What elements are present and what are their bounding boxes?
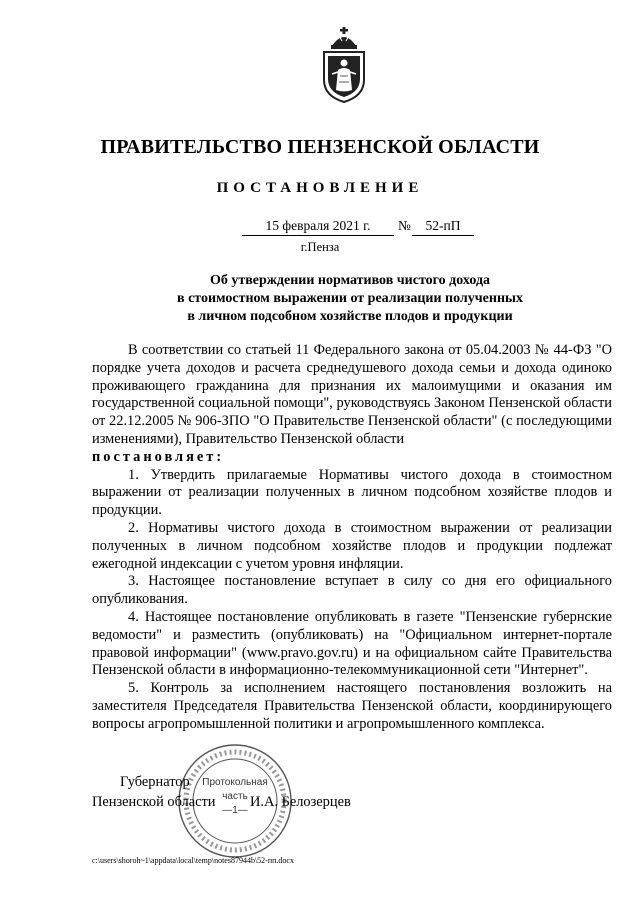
heading-line: в личном подсобном хозяйстве плодов и продукции [187,309,513,324]
item-2: 2. Нормативы чистого дохода в стоимостном выражении от реализации полученных в личном подсобном хозяйстве плодов и продукции подлежат ежегодной индексации с учетом уровня инфляции. [92,519,612,572]
stamp-line: Протокольная [202,777,268,788]
item-1: 1. Утвердить прилагаемые Нормативы чистого дохода в стоимостном выражении от реализации полученных в личном подсобном хозяйстве плодов и продукции. [92,466,612,519]
stamp-line: часть [222,791,248,802]
signer-region: Пензенской области [92,794,216,810]
stamp-line: —1— [222,805,248,816]
decree-heading [120,272,580,326]
signer-title: Губернатор [120,774,190,790]
decree-body [92,342,612,734]
resolves-word: постановляет: [92,448,225,465]
file-path: c:\users\shoroh~1\appdata\local\temp\notes87944b\52-пп.docx [92,856,294,865]
coat-of-arms-icon [318,26,370,104]
signer-name: И.А. Белозерцев [250,794,351,810]
item-4: 4. Настоящее постановление опубликовать в газете "Пензенские губернские ведомости" и разместить (опубликовать) на "Официальном интернет-портале правовой информации" (www.pravo.gov.ru) и на официальном сайте Правительства Пензенской области в информационно-телекоммуникационной сети "Интернет". [92,608,612,679]
city: г.Пенза [300,240,340,254]
decree-date: 15 февраля 2021 г. [242,218,394,236]
signature-block [92,772,492,812]
heading-line: Об утверждении нормативов чистого дохода [209,273,491,288]
item-5: 5. Контроль за исполнением настоящего постановления возложить на заместителя Председателя Правительства Пензенской области, координирующего вопросы агропромышленной политики и агропромышленного комплекса. [92,680,612,732]
item-3: 3. Настоящее постановление вступает в силу со дня его официального опубликования. [92,573,612,608]
government-title: ПРАВИТЕЛЬСТВО ПЕНЗЕНСКОЙ ОБЛАСТИ [100,136,540,158]
decree-number: 52-пП [412,218,474,236]
preamble-paragraph: В соответствии со статьей 11 Федерального закона от 05.04.2003 № 44-ФЗ "О порядке учета доходов и расчета среднедушевого дохода семьи и дохода одиноко проживающего гражданина для признания их малоимущими и оказания им государственной социальной помощи", руководствуясь Законом Пензенской области от 22.12.2005 № 906-ЗПО "О Правительстве Пензенской области" (с последующими изменениями), Правительство Пензенской области [92,342,612,447]
decree-title: ПОСТАНОВЛЕНИЕ [216,180,424,196]
heading-line: в стоимостном выражении от реализации полученных [177,291,523,306]
number-sign: № [398,218,411,233]
